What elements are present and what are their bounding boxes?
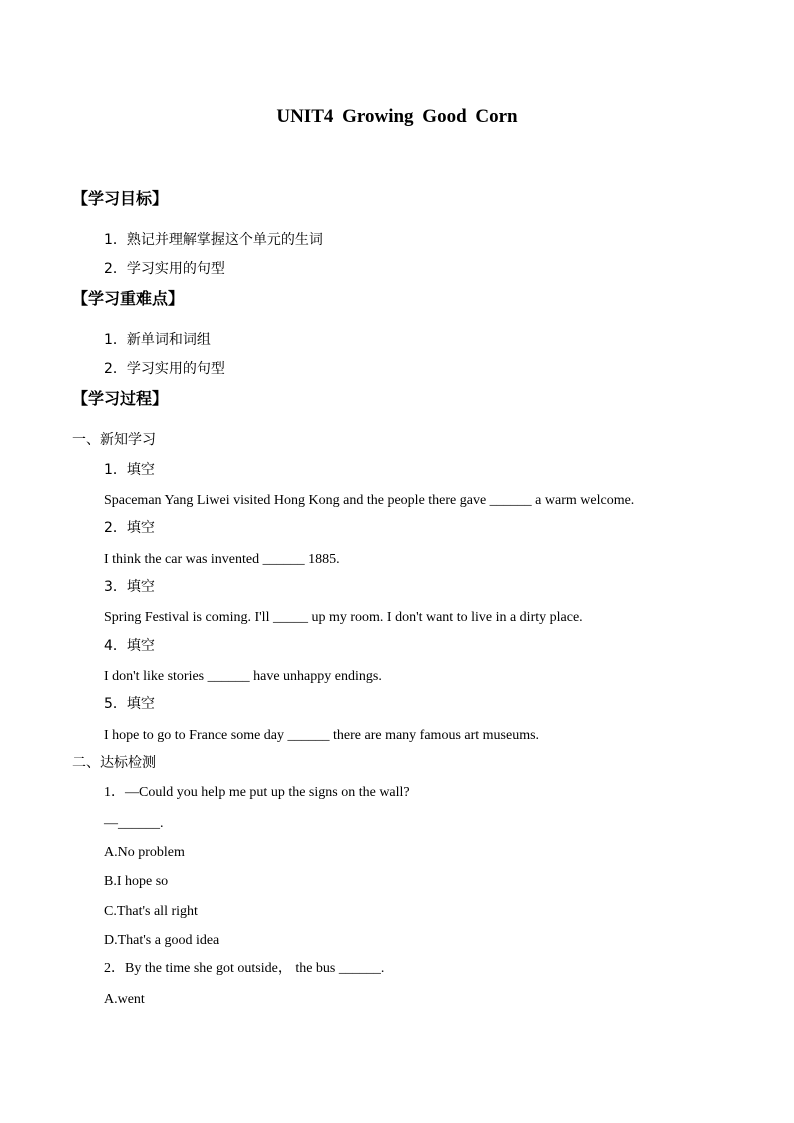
process-heading: 【学习过程】 (72, 389, 169, 408)
objective-item: 2．学习实用的句型 (104, 261, 225, 277)
question-stem: 2．By the time she got outside， the bus ______. (104, 961, 385, 976)
key-point-item: 2．学习实用的句型 (104, 361, 225, 377)
question-label: 3．填空 (104, 579, 155, 595)
page-title: UNIT4 Growing Good Corn (276, 106, 518, 127)
question-text: Spring Festival is coming. I'll _____ up my room. I don't want to live in a dirty place. (104, 610, 583, 625)
question-text: I think the car was invented ______ 1885. (104, 552, 340, 567)
option-b: B.I hope so (104, 874, 169, 889)
key-points-heading: 【学习重难点】 (72, 289, 185, 308)
question-stem: 1．—Could you help me put up the signs on the wall? (104, 785, 410, 800)
question-label: 1．填空 (104, 462, 155, 478)
question-label: 2．填空 (104, 520, 155, 536)
objective-item: 1．熟记并理解掌握这个单元的生词 (104, 232, 323, 248)
option-a: A.went (104, 992, 145, 1007)
option-c: C.That's all right (104, 904, 198, 919)
question-label: 5．填空 (104, 696, 155, 712)
question-text: I don't like stories ______ have unhappy endings. (104, 669, 382, 684)
section-assessment: 二、达标检测 (72, 755, 156, 771)
key-point-item: 1．新单词和词组 (104, 332, 211, 348)
option-a: A.No problem (104, 845, 185, 860)
objectives-heading: 【学习目标】 (72, 189, 169, 208)
answer-line: —______. (104, 816, 164, 831)
section-new-learning: 一、新知学习 (72, 432, 156, 448)
question-text: I hope to go to France some day ______ there are many famous art museums. (104, 728, 540, 743)
question-text: Spaceman Yang Liwei visited Hong Kong and the people there gave ______ a warm welcome. (104, 493, 635, 508)
question-label: 4．填空 (104, 638, 155, 654)
option-d: D.That's a good idea (104, 933, 220, 948)
